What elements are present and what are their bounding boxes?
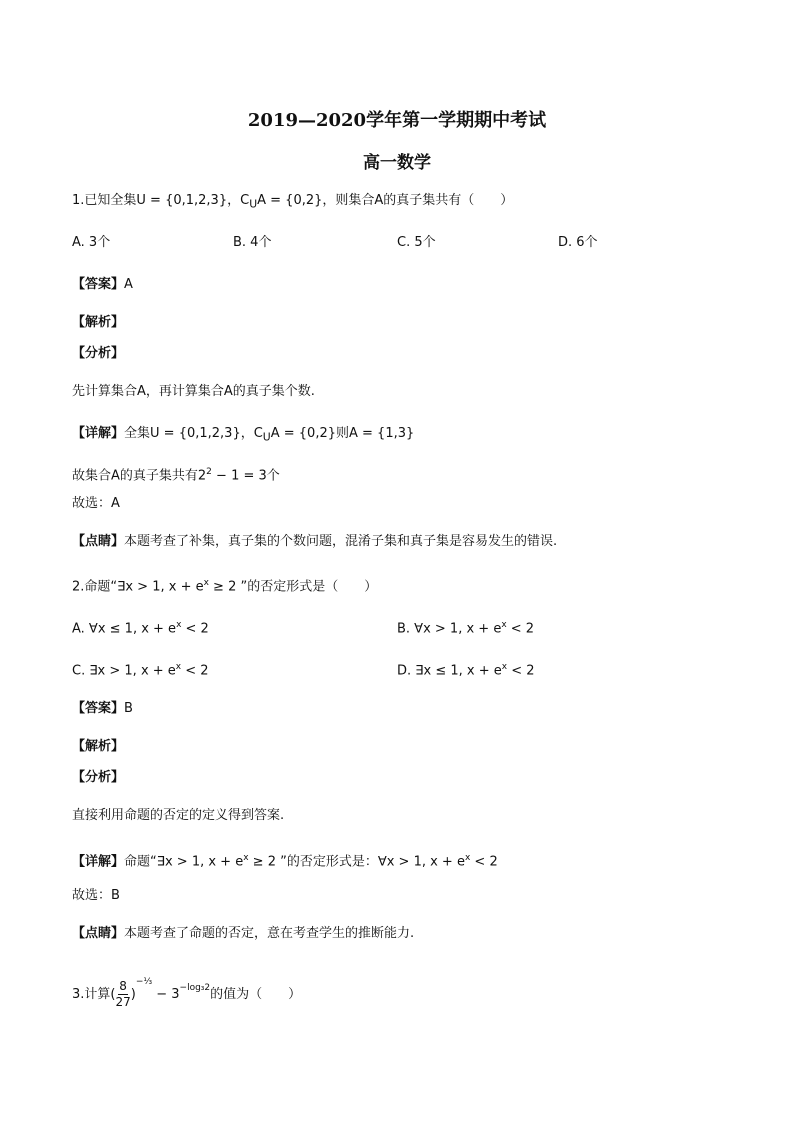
q2-detail-a: 命题“∃x > 1, x + e <box>124 854 244 870</box>
q2-option-b <box>397 616 534 638</box>
q1-fenxi: 先计算集合A，再计算集合A的真子集个数. <box>72 384 315 399</box>
q2-option-b-tail: < 2 <box>506 621 535 637</box>
q3-fraction <box>115 979 130 1010</box>
q2-option-c-tail: < 2 <box>181 663 209 679</box>
q3-denominator: 27 <box>115 995 131 1009</box>
q2-option-d-sup: x <box>501 662 508 672</box>
q3-stem: 3.计算( $\frac{8}{27}$ )$^{-\frac{1}{3}} - 3^{-log_32}$的值为（ ） <box>72 977 302 1009</box>
q3-mid: − 3 <box>152 987 180 1002</box>
q2-option-d <box>397 658 535 680</box>
q2-option-a-sup: x <box>176 620 182 630</box>
q1-option-a: A. 3个 <box>72 235 111 250</box>
q2-stem-a: 2.命题“∃x > 1, x + e <box>72 579 204 595</box>
q1-stem <box>72 192 513 214</box>
q1-comment <box>72 533 557 551</box>
q2-option-c-sup: x <box>175 662 182 672</box>
q2-detail-sup2: x <box>464 853 471 863</box>
q2-option-a-tail: < 2 <box>181 621 209 637</box>
q3-numerator: 8 <box>119 979 127 993</box>
q1-detail-part2: A = {0,2}则A = {1,3} <box>270 426 415 441</box>
q2-comment-text: 本题考查了命题的否定，意在考查学生的推断能力. <box>124 926 415 941</box>
q1-comment-text: 本题考查了补集，真子集的个数问题，混淆子集和真子集是容易发生的错误. <box>124 534 558 549</box>
q2-fenxi: 直接利用命题的否定的定义得到答案. <box>72 808 285 823</box>
q1-count-a: 故集合A的真子集共有2 <box>72 468 207 484</box>
q2-option-c-text: C. ∃x > 1, x + e <box>72 663 176 679</box>
q1-detail <box>72 425 414 447</box>
comment-tag: 【点睛】 <box>72 926 125 941</box>
q3-prefix: 3.计算 <box>72 987 111 1002</box>
answer-value: A <box>124 277 133 292</box>
q2-answer <box>72 700 133 718</box>
answer-value: B <box>124 701 133 716</box>
q1-analysis-tag: 【解析】 <box>72 315 125 330</box>
exam-title: 2019—2020学年第一学期期中考试 <box>247 110 547 131</box>
q1-detail-part1: 全集U = {0,1,2,3}，C <box>124 426 263 441</box>
q1-stem-sub: U <box>249 197 258 211</box>
q2-option-d-tail: < 2 <box>507 663 535 679</box>
q2-detail-sup: x <box>243 853 249 863</box>
q1-answer <box>72 276 133 294</box>
q2-detail <box>72 849 498 871</box>
answer-tag: 【答案】 <box>72 277 125 292</box>
q2-option-d-text: D. ∃x ≤ 1, x + e <box>397 663 502 679</box>
q1-option-d: D. 6个 <box>558 235 598 250</box>
detail-tag: 【详解】 <box>72 854 125 870</box>
q1-detail-sub: U <box>262 430 271 444</box>
q1-count-b: − 1 = 3个 <box>211 468 280 484</box>
q1-option-b: B. 4个 <box>233 235 272 250</box>
q3-exponent2: −log₃2 <box>179 983 211 993</box>
q1-count-sup: 2 <box>206 467 212 477</box>
q1-count-line <box>72 463 280 485</box>
q2-choose: 故选：B <box>72 888 120 903</box>
comment-tag: 【点睛】 <box>72 534 125 549</box>
q2-analysis-tag: 【解析】 <box>72 739 125 754</box>
q1-stem-part2: A = {0,2}，则集合A的真子集共有（ ） <box>257 193 514 208</box>
q1-stem-part1: 1.已知全集U = {0,1,2,3}，C <box>72 193 250 208</box>
q3-exponent: −⅓ <box>135 977 153 987</box>
detail-tag: 【详解】 <box>72 426 125 441</box>
exam-subject: 高一数学 <box>363 153 431 173</box>
q2-option-a <box>72 616 209 638</box>
q2-detail-c: < 2 <box>470 854 498 870</box>
q3-suffix: 的值为（ ） <box>210 987 302 1002</box>
q2-comment <box>72 925 414 943</box>
q1-option-c: C. 5个 <box>397 235 436 250</box>
q2-option-c <box>72 658 209 680</box>
q2-stem-sup: x <box>203 578 209 588</box>
q2-stem-b: ≥ 2 ”的否定形式是（ ） <box>208 579 378 595</box>
q2-fenxi-tag: 【分析】 <box>72 770 125 785</box>
q2-stem <box>72 574 377 596</box>
q1-fenxi-tag: 【分析】 <box>72 346 125 361</box>
q1-choose: 故选：A <box>72 496 120 511</box>
answer-tag: 【答案】 <box>72 701 125 716</box>
q2-detail-b: ≥ 2 ”的否定形式是：∀x > 1, x + e <box>248 854 465 870</box>
q2-option-b-text: B. ∀x > 1, x + e <box>397 621 502 637</box>
q2-option-b-sup: x <box>501 620 507 630</box>
q2-option-a-text: A. ∀x ≤ 1, x + e <box>72 621 177 637</box>
